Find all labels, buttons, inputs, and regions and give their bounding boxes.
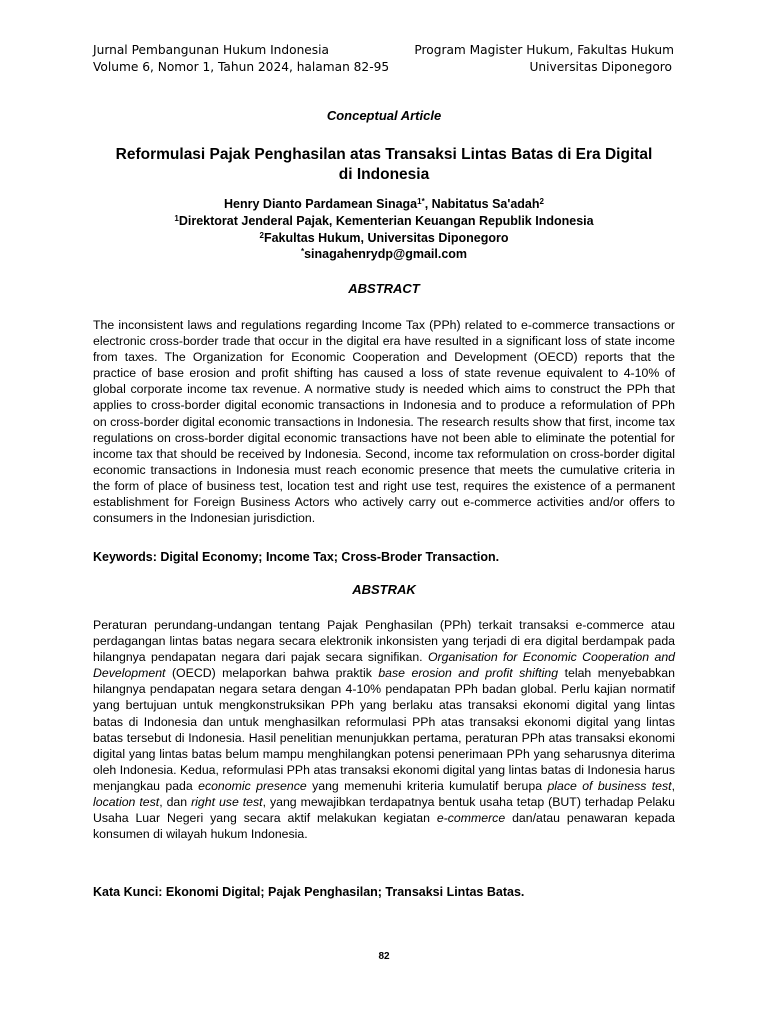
affiliation-superscript: 1: [174, 213, 179, 223]
author-name: Nabitatus Sa'adah: [431, 197, 540, 211]
abstrak-italic-term: Organisation for Economic Cooperation and Development: [93, 650, 675, 681]
university-name: Universitas Diponegoro: [529, 60, 672, 74]
affiliation-line: [93, 230, 675, 247]
page-number: 82: [378, 951, 390, 962]
abstrak-segment: , yang mewajibkan terdapatnya bentuk usaha tetap (BUT) terhadap Pelaku Usaha Luar Negeri yang secara aktif melakukan kegiatan: [93, 795, 675, 826]
article-type: Conceptual Article: [326, 108, 442, 123]
email-superscript: *: [300, 247, 305, 257]
abstract-text: The inconsistent laws and regulations regarding Income Tax (PPh) related to e-commerce transactions or electronic cross-border trade that occur in the digital era have resulted in a significant loss of state income from taxes. The Organization for Economic Cooperation and Development (OECD) reports that the practice of base erosion and profit shifting has caused a loss of state revenue equivalent to 4-10% of global corporate income tax revenue. A normative study is needed which aims to construct the PPh that applies to cross-border digital economic transactions in Indonesia and to produce a reformulation of PPh on cross-border digital economic transactions in Indonesia. The research results show that first, income tax regulations on cross-border digital economic transactions have not been able to eliminate the potential for income tax that should be received by Indonesia. Second, income tax reformulation on cross-border digital economic transactions in Indonesia must reach economic presence that meets the cumulative criteria in the form of place of business test, location test and right use test, requires the existence of a permanent establishment for Foreign Business Actors who actively carry out e-commerce activities and/or offers to consumers in the Indonesian jurisdiction.: [93, 318, 675, 526]
abstrak-italic-term: e-commerce: [436, 811, 506, 826]
email-line: [93, 246, 675, 263]
author-separator: ,: [424, 197, 432, 211]
abstrak-segment: dan/atau penawaran kepada konsumen di wilayah hukum Indonesia.: [93, 811, 675, 842]
author-name: Henry Dianto Pardamean Sinaga: [224, 197, 418, 211]
author-superscript: 2: [539, 197, 544, 206]
abstrak-italic-term: economic presence: [198, 778, 307, 793]
affiliation-superscript: 2: [259, 230, 264, 240]
author-block: [93, 196, 675, 263]
affiliation: Direktorat Jenderal Pajak, Kementerian Keuangan Republik Indonesia: [178, 213, 594, 228]
abstrak-segment: Peraturan perundang-undangan tentang Pajak Penghasilan (PPh) terkait transaksi e-commerce atau perdagangan lintas batas negara secara elektronik inkonsisten yang terjadi di era digital berdampak pada hilangnya pendapatan negara dari pajak secara signifikan.: [93, 618, 675, 665]
abstrak-segment: telah menyebabkan hilangnya pendapatan negara setara dengan 4-10% pendapatan PPh badan global. Perlu kajian normatif yang bertujuan untuk mengkonstruksikan PPh yang berlaku atas transaksi ekonomi digital yang lintas batas di Indonesia dan untuk menghasilkan reformulasi PPh atas transaksi ekonomi digital yang lintas batas tersebut di Indonesia. Hasil penelitian menunjukkan pertama, peraturan PPh atas transaksi ekonomi digital yang lintas batas belum mampu menghilangkan potensi penerimaan PPh yang seharusnya diterima oleh Indonesia. Kedua, reformulasi PPh atas transaksi ekonomi digital yang lintas batas di Indonesia harus menjangkau pada: [93, 666, 675, 793]
affiliation-line: [93, 213, 675, 230]
program-name: Program Magister Hukum, Fakultas Hukum: [414, 43, 674, 57]
running-header-right: [414, 42, 674, 76]
abstrak-italic-term: base erosion and profit shifting: [378, 666, 559, 681]
abstrak-text: [93, 617, 675, 842]
author-line: [93, 196, 675, 213]
kata-kunci: Kata Kunci: Ekonomi Digital; Pajak Penghasilan; Transaksi Lintas Batas.: [93, 885, 525, 899]
running-header-left: [93, 42, 389, 76]
abstrak-segment: yang memenuhi kriteria kumulatif berupa: [306, 778, 548, 793]
abstrak-italic-term: location test: [93, 795, 160, 810]
paper-title: Reformulasi Pajak Penghasilan atas Transaksi Lintas Batas di Era Digital di Indonesia: [115, 146, 653, 183]
journal-issue: Volume 6, Nomor 1, Tahun 2024, halaman 82-95: [93, 60, 390, 74]
journal-name: Jurnal Pembangunan Hukum Indonesia: [93, 43, 330, 57]
abstrak-segment: , dan: [159, 795, 192, 810]
abstrak-heading: ABSTRAK: [352, 582, 416, 597]
affiliation: Fakultas Hukum, Universitas Diponegoro: [263, 230, 509, 245]
keywords: Keywords: Digital Economy; Income Tax; Cross-Broder Transaction.: [93, 550, 500, 564]
corresponding-email: sinagahenrydp@gmail.com: [304, 247, 468, 262]
author-superscript: 1*: [417, 197, 425, 206]
abstrak-italic-term: right use test: [191, 795, 263, 810]
abstract-heading: ABSTRACT: [348, 281, 420, 296]
abstrak-segment: (OECD) melaporkan bahwa praktik: [165, 666, 379, 681]
abstrak-segment: ,: [671, 778, 675, 793]
abstrak-italic-term: place of business test: [547, 778, 672, 793]
